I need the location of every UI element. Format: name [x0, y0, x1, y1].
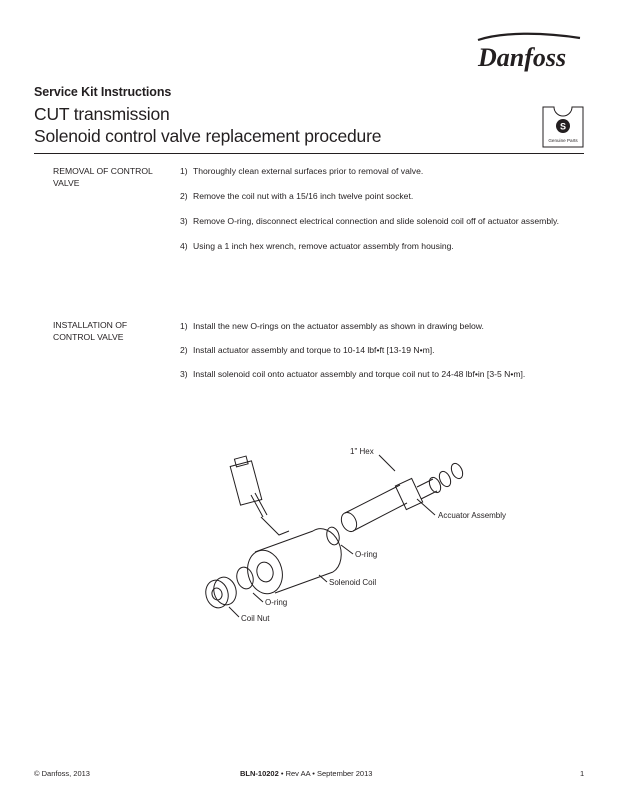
label-coil-nut: Coil Nut: [241, 614, 270, 623]
danfoss-logo: [472, 30, 584, 76]
title-line-2: Solenoid control valve replacement procedure: [34, 126, 382, 146]
installation-step: 2) Install actuator assembly and torque to 10-14 lbf•ft [13-19 N•m].: [180, 345, 435, 355]
solenoid-coil: [243, 529, 341, 598]
o-ring-lower-shape: [234, 565, 255, 590]
svg-text:S: S: [559, 121, 567, 132]
removal-step: 4) Using a 1 inch hex wrench, remove actuator assembly from housing.: [180, 241, 454, 251]
label-solenoid-coil: Solenoid Coil: [329, 578, 377, 587]
header-divider: [34, 153, 584, 154]
section-label-removal: REMOVAL OF CONTROL VALVE: [53, 166, 153, 188]
installation-step: 3) Install solenoid coil onto actuator assembly and torque coil nut to 24-48 lbf•in [3-5 N•m].: [180, 369, 526, 379]
section-label-installation: INSTALLATION OF CONTROL VALVE: [53, 320, 128, 342]
document-kicker: Service Kit Instructions: [34, 85, 172, 99]
footer-document-info: [240, 769, 372, 778]
installation-steps: [180, 321, 580, 393]
footer-copyright: © Danfoss, 2013: [34, 769, 90, 778]
removal-steps: [180, 166, 580, 266]
removal-step: 3) Remove O-ring, disconnect electrical connection and slide solenoid coil off of actuator assembly.: [180, 216, 560, 226]
label-hex: 1" Hex: [350, 447, 374, 456]
footer-page-number: 1: [580, 769, 585, 778]
footer-revision: • Rev AA • September 2013: [278, 769, 373, 778]
label-actuator-assembly: Accuator Assembly: [438, 511, 507, 520]
installation-step: 1) Install the new O-rings on the actuator assembly as shown in drawing below.: [180, 321, 484, 331]
badge-text: Genuine Parts: [548, 138, 578, 143]
logo-text: Danfoss: [478, 43, 567, 72]
label-o-ring-lower: O-ring: [265, 598, 288, 607]
coil-nut: [203, 575, 239, 611]
exploded-view-drawing: [195, 435, 525, 635]
actuator-assembly: [338, 462, 464, 534]
title-line-1: CUT transmission: [34, 104, 170, 124]
label-o-ring-upper: O-ring: [355, 550, 378, 559]
footer-doc-number: BLN-10202: [240, 769, 279, 778]
electrical-connector: [230, 456, 289, 535]
removal-step: 2) Remove the coil nut with a 15/16 inch twelve point socket.: [180, 191, 414, 201]
removal-step: 1) Thoroughly clean external surfaces prior to removal of valve.: [180, 166, 424, 176]
genuine-parts-badge: [540, 104, 586, 150]
